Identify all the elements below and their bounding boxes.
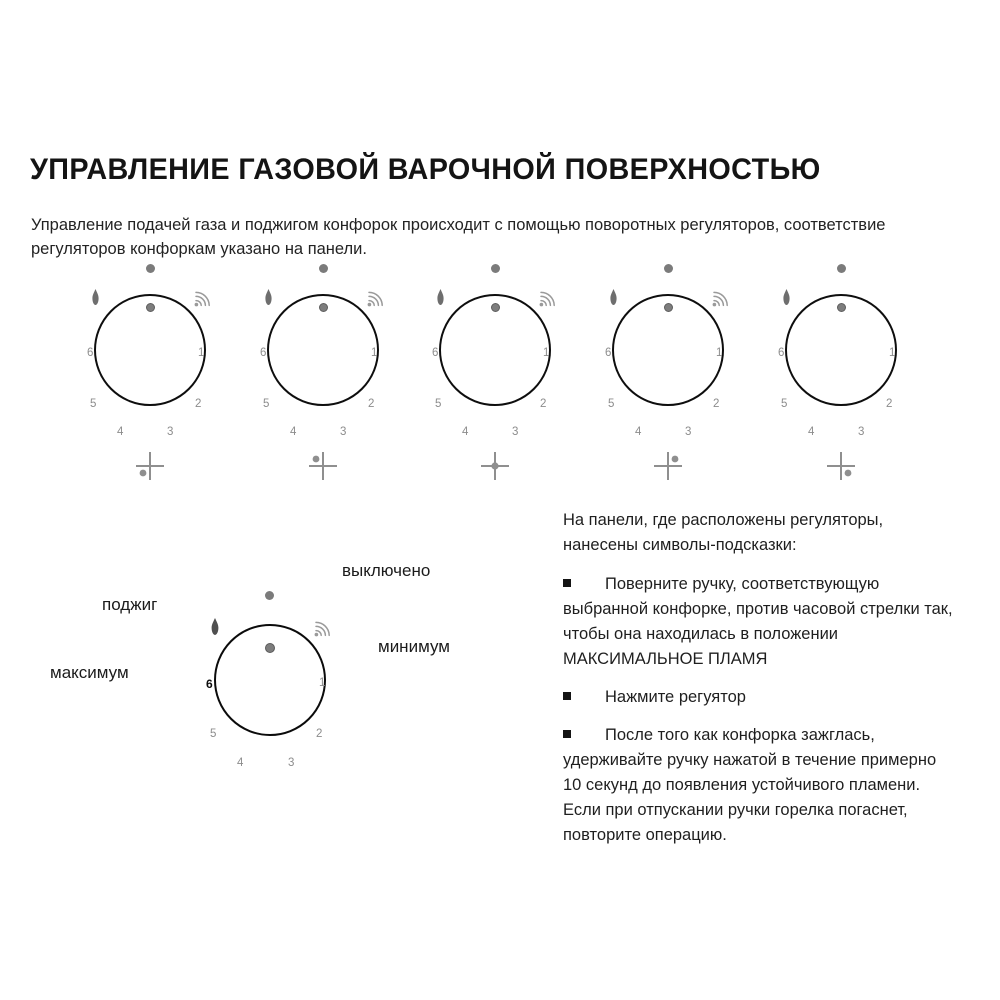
scale-number-5-2: 2: [886, 398, 893, 410]
scale-number-3-5: 5: [435, 398, 442, 410]
scale-number-5-5: 5: [781, 398, 788, 410]
detail-scale-number-1: 1: [319, 677, 326, 689]
knob-pointer-1: [146, 303, 155, 312]
scale-number-1-4: 4: [117, 426, 124, 438]
scale-number-3-2: 2: [540, 398, 547, 410]
bullet-square-icon-2: [563, 692, 571, 700]
burner-symbol-center-3: [479, 450, 511, 482]
knob-pointer-2: [319, 303, 328, 312]
scale-number-1-2: 2: [195, 398, 202, 410]
scale-number-3-3: 3: [512, 426, 519, 438]
scale-number-1-3: 3: [167, 426, 174, 438]
knob-pointer-5: [837, 303, 846, 312]
knob-control-5[interactable]: [746, 258, 936, 488]
bullet-square-icon-1: [563, 579, 571, 587]
scale-number-2-6: 6: [260, 347, 267, 359]
instruction-text-1: Поверните ручку, соответствующую выбранной конфорке, против часовой стрелки так, чтобы она находилась в положении МАКСИМАЛЬНОЕ ПЛАМЯ: [563, 575, 953, 668]
annotated-knob-diagram: [0, 548, 540, 788]
scale-number-4-6: 6: [605, 347, 612, 359]
detail-scale-number-4: 4: [237, 757, 244, 769]
scale-number-1-1: 1: [198, 347, 205, 359]
detail-off-position-dot: [265, 591, 274, 600]
knob-control-2[interactable]: [228, 258, 418, 488]
scale-number-5-6: 6: [778, 347, 785, 359]
instructions-column: [563, 508, 953, 861]
scale-number-4-2: 2: [713, 398, 720, 410]
knob-pointer-4: [664, 303, 673, 312]
off-position-dot-3: [491, 264, 500, 273]
burner-symbol-top-right-4: [652, 450, 684, 482]
off-position-dot-4: [664, 264, 673, 273]
burner-symbol-bottom-left-1: [134, 450, 166, 482]
off-position-dot-2: [319, 264, 328, 273]
scale-number-1-6: 6: [87, 347, 94, 359]
page-title: УПРАВЛЕНИЕ ГАЗОВОЙ ВАРОЧНОЙ ПОВЕРХНОСТЬЮ: [30, 152, 821, 186]
knob-control-3[interactable]: [400, 258, 590, 488]
knob-body-3[interactable]: [439, 294, 551, 406]
callout-off: выключено: [342, 561, 431, 580]
scale-number-2-4: 4: [290, 426, 297, 438]
detail-scale-number-3: 3: [288, 757, 295, 769]
detail-knob-pointer: [265, 643, 275, 653]
scale-number-2-5: 5: [263, 398, 270, 410]
callout-maximum: максимум: [50, 663, 129, 682]
knob-body-2[interactable]: [267, 294, 379, 406]
instruction-text-3: После того как конфорка зажглась, удерживайте ручку нажатой в течение примерно 10 секунд до появления устойчивого пламени. Если при отпускании ручки горелка погаснет, повторите операцию.: [563, 726, 937, 844]
burner-symbol-bottom-right-5: [825, 450, 857, 482]
scale-number-2-3: 3: [340, 426, 347, 438]
knob-control-1[interactable]: [55, 258, 245, 488]
scale-number-5-3: 3: [858, 426, 865, 438]
instruction-item-1: [563, 572, 953, 672]
detail-scale-number-6: 6: [206, 677, 213, 691]
bullet-square-icon-3: [563, 730, 571, 738]
knob-body-5[interactable]: [785, 294, 897, 406]
scale-number-4-3: 3: [685, 426, 692, 438]
scale-number-2-1: 1: [371, 347, 378, 359]
scale-number-4-4: 4: [635, 426, 642, 438]
scale-number-5-4: 4: [808, 426, 815, 438]
off-position-dot-5: [837, 264, 846, 273]
detail-scale-number-5: 5: [210, 728, 217, 740]
knob-pointer-3: [491, 303, 500, 312]
scale-number-5-1: 1: [889, 347, 896, 359]
intro-paragraph: Управление подачей газа и поджигом конфорок происходит с помощью поворотных регуляторов, соответствие регуляторов конфоркам указано на панели.: [31, 215, 886, 258]
burner-symbol-top-left-2: [307, 450, 339, 482]
callout-minimum: минимум: [378, 637, 450, 656]
instruction-item-3: [563, 723, 953, 848]
scale-number-3-6: 6: [432, 347, 439, 359]
knob-row: [0, 258, 1000, 498]
scale-number-1-5: 5: [90, 398, 97, 410]
knob-control-4[interactable]: [573, 258, 763, 488]
scale-number-4-1: 1: [716, 347, 723, 359]
instruction-text-2: Нажмите регуятор: [605, 688, 746, 706]
detail-knob-body[interactable]: [214, 624, 326, 736]
off-position-dot-1: [146, 264, 155, 273]
knob-body-1[interactable]: [94, 294, 206, 406]
scale-number-4-5: 5: [608, 398, 615, 410]
instruction-item-2: [563, 685, 953, 710]
instructions-lead: На панели, где расположены регуляторы, нанесены символы-подсказки:: [563, 511, 884, 554]
knob-body-4[interactable]: [612, 294, 724, 406]
callout-ignition: поджиг: [102, 595, 158, 614]
scale-number-2-2: 2: [368, 398, 375, 410]
scale-number-3-4: 4: [462, 426, 469, 438]
detail-knob[interactable]: [175, 578, 365, 778]
detail-scale-number-2: 2: [316, 728, 323, 740]
scale-number-3-1: 1: [543, 347, 550, 359]
